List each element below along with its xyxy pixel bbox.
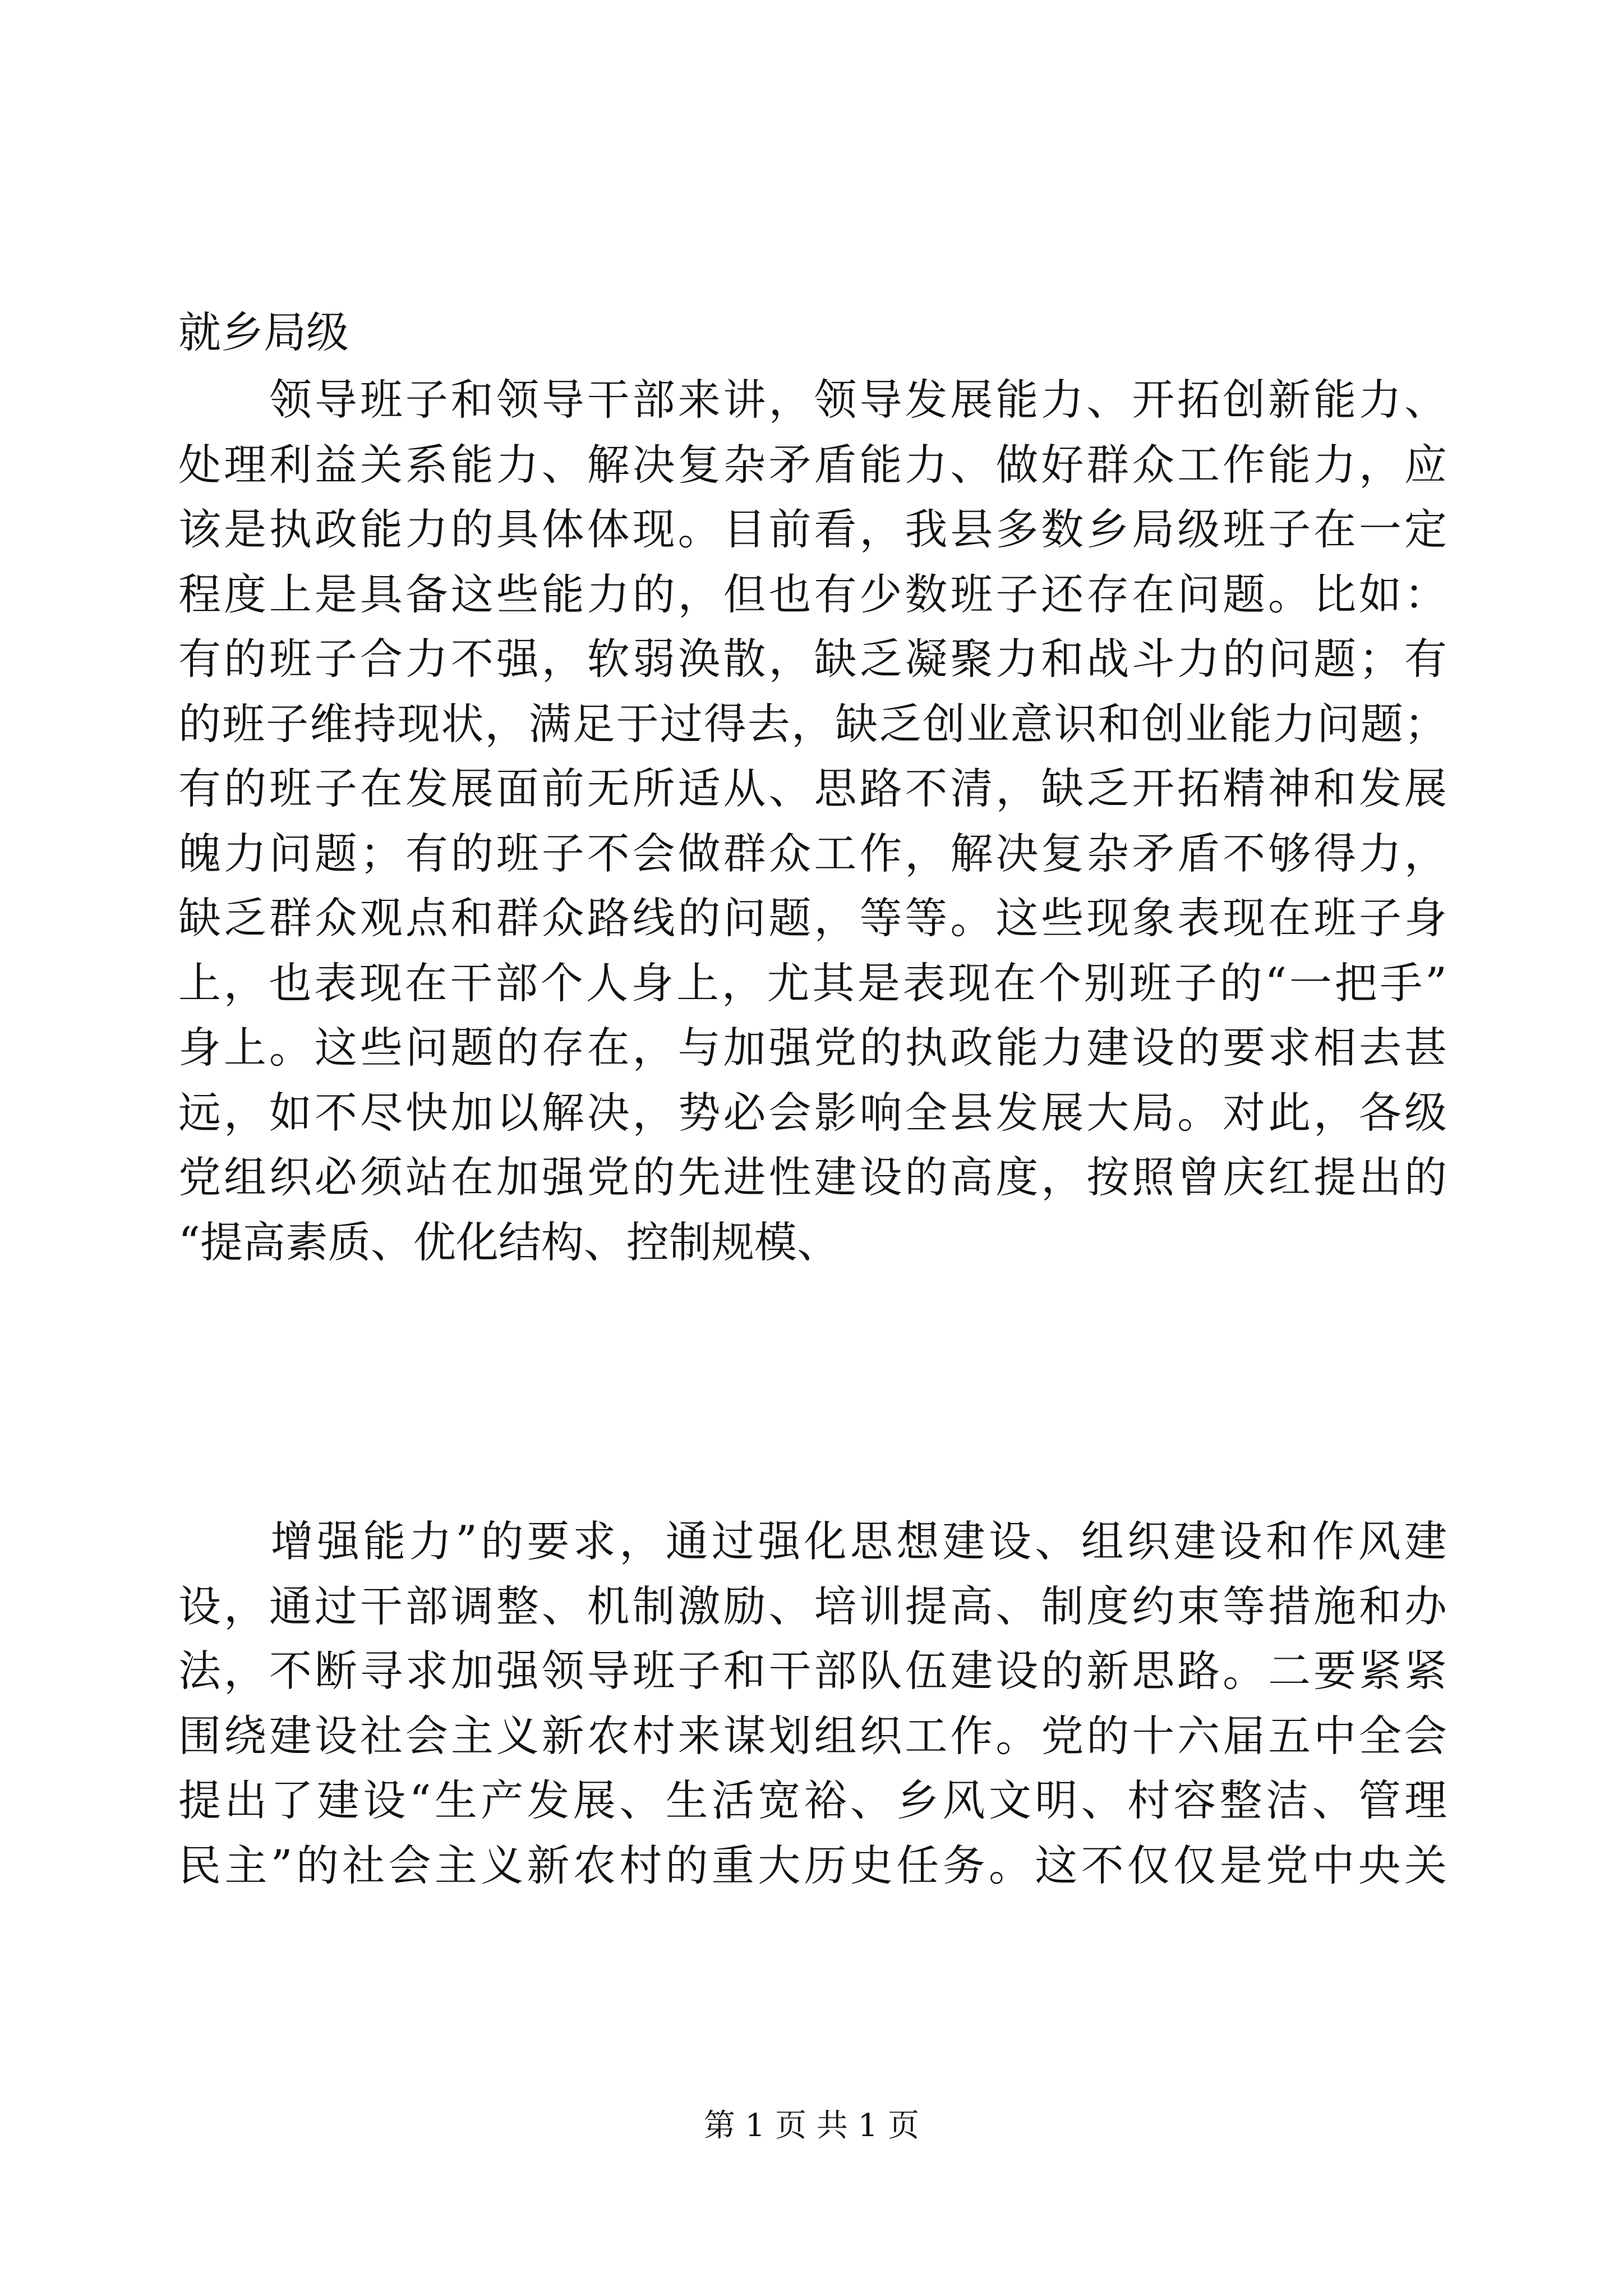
text-line: 上，也表现在干部个人身上，尤其是表现在个别班子的“一把手” (178, 958, 1447, 1008)
text-line: 围绕建设社会主义新农村来谋划组织工作。党的十六届五中全会 (178, 1710, 1447, 1761)
text-line: 增强能力”的要求，通过强化思想建设、组织建设和作风建 (178, 1516, 1447, 1566)
paragraph-2 (178, 1509, 1447, 1898)
page-footer: 第 1 页 共 1 页 (703, 2108, 920, 2144)
paragraph-1 (178, 367, 1447, 1274)
document-heading: 就乡局级 (178, 307, 349, 357)
text-line: 处理利益关系能力、解决复杂矛盾能力、做好群众工作能力，应 (178, 439, 1447, 490)
text-line: 法，不断寻求加强领导班子和干部队伍建设的新思路。二要紧紧 (178, 1646, 1447, 1696)
text-line: 程度上是具备这些能力的，但也有少数班子还存在问题。比如： (178, 569, 1447, 619)
text-line: 的班子维持现状，满足于过得去，缺乏创业意识和创业能力问题； (178, 698, 1447, 749)
text-line: 提出了建设“生产发展、生活宽裕、乡风文明、村容整洁、管理 (178, 1775, 1447, 1825)
text-line: 远，如不尽快加以解决，势必会影响全县发展大局。对此，各级 (178, 1087, 1447, 1138)
text-line: 有的班子合力不强，软弱涣散，缺乏凝聚力和战斗力的问题；有 (178, 634, 1447, 684)
text-line: 有的班子在发展面前无所适从、思路不清，缺乏开拓精神和发展 (178, 763, 1447, 813)
text-line: 领导班子和领导干部来讲，领导发展能力、开拓创新能力、 (178, 375, 1447, 425)
text-line: 该是执政能力的具体体现。目前看，我县多数乡局级班子在一定 (178, 504, 1447, 554)
text-line: 党组织必须站在加强党的先进性建设的高度，按照曾庆红提出的 (178, 1152, 1447, 1202)
text-line: 设，通过干部调整、机制激励、培训提高、制度约束等措施和办 (178, 1581, 1447, 1631)
text-line: 魄力问题；有的班子不会做群众工作，解决复杂矛盾不够得力， (178, 828, 1447, 878)
text-line: “提高素质、优化结构、控制规模、 (178, 1217, 840, 1267)
text-line: 身上。这些问题的存在，与加强党的执政能力建设的要求相去甚 (178, 1023, 1447, 1073)
text-line: 缺乏群众观点和群众路线的问题，等等。这些现象表现在班子身 (178, 893, 1447, 943)
text-line: 民主”的社会主义新农村的重大历史任务。这不仅仅是党中央关 (178, 1840, 1447, 1890)
